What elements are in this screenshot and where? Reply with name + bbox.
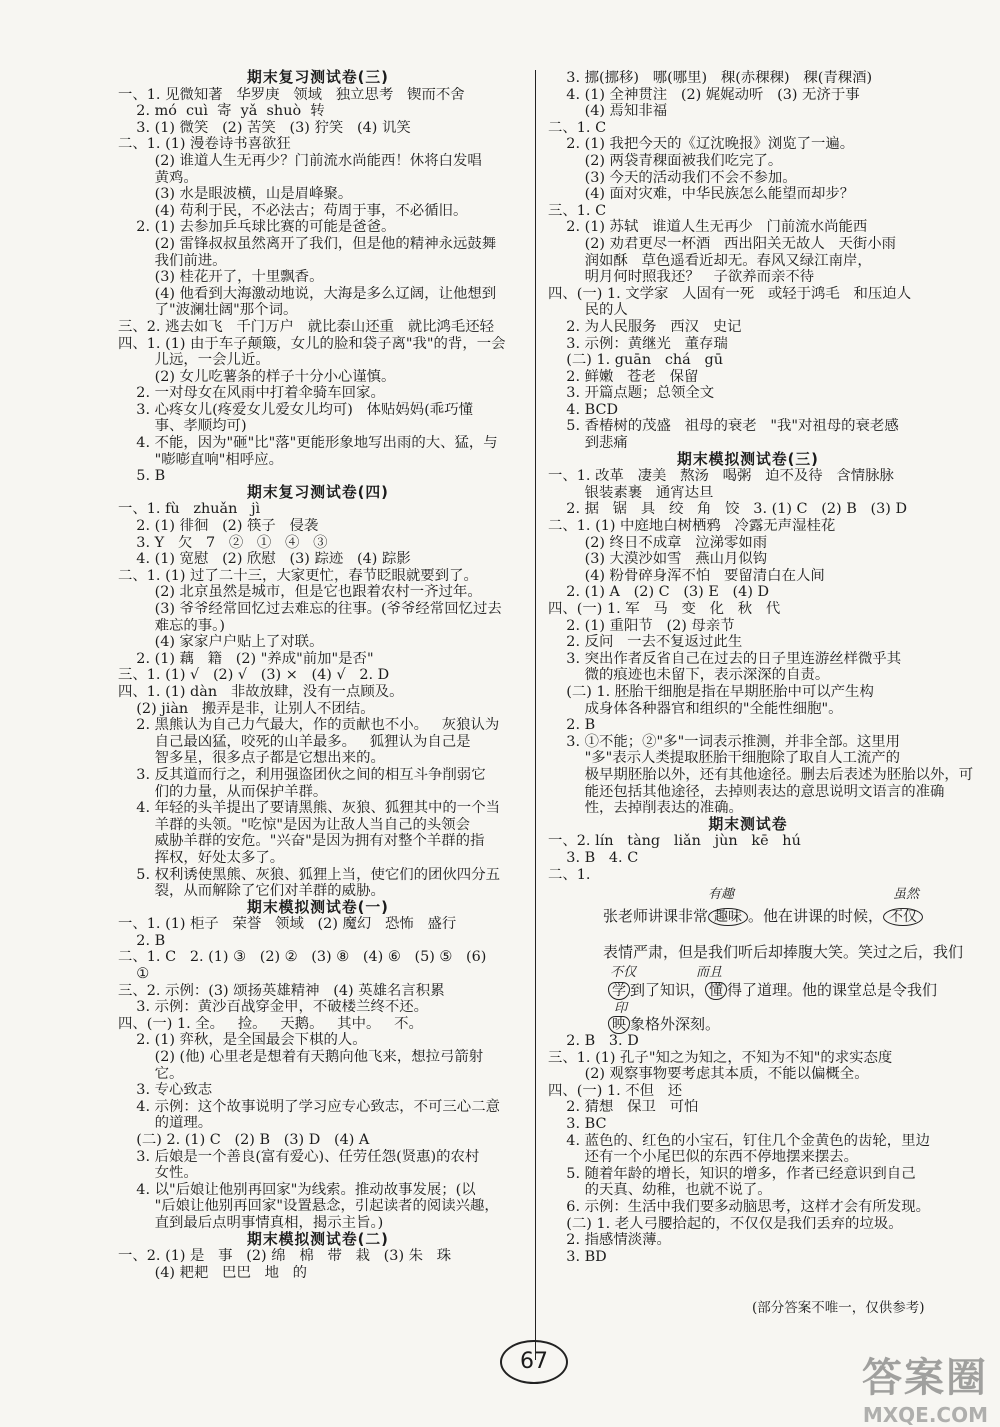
answer-line: 还有一个小尾巴似的东西不停地摆来摆去。 [548,1149,859,1166]
page-number: 67 [500,1340,568,1384]
answer-line: 3. 突出作者反省自己在过去的日子里连游丝样微乎其 [548,650,902,667]
answer-line: 2. (1) 我把今天的《辽沈晚报》浏览了一遍。 [548,136,855,153]
answer-line: 明月何时照我还？ 子欲养而亲不待 [548,269,815,286]
answer-line: 2. B 3. D [548,1033,639,1050]
answer-line: 羊群的头领。"吃惊"是因为让敌人当自己的头领会 [118,816,471,833]
marked-word: 学 [608,982,630,1000]
marked-word: 趣味 [708,908,748,926]
answer-line: 民的人 [548,302,628,319]
section-heading: 期末模拟测试卷(二) [247,1230,389,1248]
answer-line: 3. BC [548,1116,607,1133]
answer-line: 们的力量，从而保护羊群。 [118,783,328,800]
answer-line: 难忘的事。) [118,617,225,634]
answer-line: 3. 后娘是一个善良(富有爱心)、任劳任怨(贤惠)的农村 [118,1148,480,1165]
answer-line: "后娘让他别再回家"设置悬念，引起读者的阅读兴趣， [118,1198,499,1215]
answer-line: 2. 猜想 保卫 可怕 [548,1099,699,1116]
watermark-text: 答案圈 [862,1355,988,1401]
answer-line: (2) 两袋青稞面被我们吃完了。 [548,152,783,169]
answer-line: 润如酥 草色遥看近却无。春风又绿江南岸， [548,252,872,269]
figure-line [603,905,923,927]
answer-line: 4. 年轻的头羊提出了要请黑熊、灰狼、狐狸其中的一个当 [118,800,500,817]
answer-line: 银装素裹 通宵达旦 [548,484,714,501]
answer-line: 4. (1) 宽慰 (2) 欣慰 (3) 踪迹 (4) 踪影 [118,551,411,568]
answer-line: 5. 香椿树的茂盛 祖母的衰老 "我"对祖母的衰老感 [548,418,899,435]
answer-line: 2. 为人民服务 西汉 史记 [548,318,742,335]
answer-line: 4. 以"后娘让他别再回家"为线索。推动故事发展；(以 [118,1181,476,1198]
answer-line: 自己最凶猛，咬死的山羊最多。 狐狸认为自己是 [118,733,471,750]
answer-line: (2) 观察事物要考虑其本质，不能以偏概全。 [548,1066,869,1083]
answer-line: 四、(一) 1. 军 马 变 化 秋 代 [548,601,781,617]
answer-line: 2. 黑熊认为自己力气最大，作的贡献也不小。 灰狼认为 [118,717,500,734]
answer-line: 3. 挪(挪移) 哪(哪里) 稞(赤稞稞) 稞(青稞酒) [548,70,873,86]
answer-line: 5. 随着年龄的增长，知识的增多，作者已经意识到自己 [548,1165,916,1182]
figure-line [608,1013,720,1034]
answer-line: 智多星，很多点子都是它想出来的。 [118,750,385,767]
answer-line: 3. 示例：黄沙百战穿金甲，不破楼兰终不还。 [118,999,429,1016]
answer-line: 2. 反问 一去不复返过此生 [548,634,743,651]
answer-line: 三、1. C [548,202,607,219]
column-divider [535,70,536,1360]
answer-line: 直到最后点明事情真相，揭示主旨。) [118,1214,384,1231]
answer-line: (2) (他) 心里老是想着有天鹅向他飞来，想拉弓箭射 [118,1049,484,1066]
answer-line: 裂，从而解除了它们对羊群的威胁。 [118,883,385,900]
answer-line: 一、1. fù zhuǎn jì [118,501,261,518]
marked-word: 懂 [705,982,727,1000]
answer-line: 黄鸡。 [118,169,198,186]
answer-line: 女性。 [118,1165,198,1182]
answer-line: 2. (1) 徘徊 (2) 筷子 侵袭 [118,518,319,535]
answer-line: 5. 权利诱使黑熊、灰狼、狐狸上当，使它们的团伙四分五 [118,866,500,883]
answer-line: (二) 1. 胚胎干细胞是指在早期胚胎中可以产生构 [548,683,874,700]
handwritten-correction: 印 [614,1001,628,1017]
answer-line: (2) 劝君更尽一杯酒 西出阳关无故人 天街小雨 [548,235,897,252]
answer-line: 3. (1) 微笑 (2) 苦笑 (3) 狞笑 (4) 讥笑 [118,119,411,136]
answer-line: 2. (1) 重阳节 (2) 母亲节 [548,617,735,634]
answer-line: 2. 指感情淡薄。 [548,1232,671,1249]
answer-line: 3. B 4. C [548,849,639,866]
answer-line: 2. mó cuì 寄 yǎ shuò 转 [118,103,325,120]
answer-line: (3) 今天的活动我们不会不参加。 [548,169,797,186]
answer-line: 一、1. 改革 凄美 熬汤 喝粥 迫不及待 含情脉脉 [548,468,894,485]
answer-line: 2. 鲜嫩 苍老 保留 [548,368,699,385]
section-heading: 期末测试卷 [708,815,788,833]
answer-line: 3. 反其道而行之，利用强盗团伙之间的相互斗争削弱它 [118,766,486,783]
answer-line: 性，去掉削表达的准确。 [548,800,743,817]
figure-text: 张老师讲课非常 [603,907,709,926]
answer-line: 2. 一对母女在风雨中打着伞骑车回家。 [118,385,385,402]
answer-line: 2. B [118,932,166,949]
footnote: (部分答案不唯一，仅供参考) [752,1300,925,1316]
answer-line: 一、2. lín tàng liǎn jùn kē hú [548,833,801,850]
answer-line: 三、2. 示例：(3) 颂扬英雄精神 (4) 英雄名言积累 [118,982,445,999]
section-heading: 期末模拟测试卷(三) [677,450,819,468]
answer-line: 到悲痛 [548,435,628,452]
answer-line: (4) 耙耙 巴巴 地 的 [118,1264,308,1281]
handwritten-correction: 而且 [696,965,723,981]
answer-line: 一、2. (1) 是 事 (2) 绵 棉 带 栽 (3) 朱 珠 [118,1248,452,1265]
answer-line: (4) 粉骨碎身浑不怕 要留清白在人间 [548,567,825,584]
answer-line: (2) 北京虽然是城市，但是它也跟着农村一齐过年。 [118,584,482,601]
answer-line: "多"表示人类提取胚胎干细胞除了取自人工流产的 [548,750,901,767]
answer-line: 6. 示例：生活中我们要多动脑思考，这样才会有所发现。 [548,1199,930,1216]
answer-line: 4. 蓝色的、红色的小宝石，钉住几个金黄色的齿轮，里边 [548,1132,930,1149]
answer-line: (4) 焉知非福 [548,103,668,120]
answer-line: 2. (1) 藕 籍 (2) "养成"前加"是否" [118,650,374,667]
watermark-url: MXQE.COM [862,1403,988,1427]
answer-line: 2. (1) 去参加乒乓球比赛的可能是爸爸。 [118,219,396,236]
answer-line: (4) 苟利于民，不必法古；苟周于事，不必循旧。 [118,202,468,219]
section-heading: 期末复习测试卷(四) [247,483,389,501]
answer-line: 一、1. 见微知著 华罗庚 领域 独立思考 锲而不舍 [118,86,465,103]
answer-line: 三、1. (1) √ (2) √ (3) × (4) √ 2. D [118,667,390,684]
figure-line: 表情严肃，但是我们听后却捧腹大笑。笑过之后，我们 [603,943,964,962]
figure-text: 。他在讲课的时候， [748,907,884,926]
answer-line: 三、1. (1) 孔子"知之为知之，不知为不知"的求实态度 [548,1049,893,1066]
marked-word: 不仅 [883,908,923,926]
answer-line: (2) 女儿吃薯条的样子十分小心谨慎。 [118,368,396,385]
answer-line: 了"波澜壮阔"那个词。 [118,302,298,319]
answer-line: ① [118,966,150,983]
answer-line: 3. 心疼女儿(疼爱女儿爱女儿均可) 体贴妈妈(乖巧懂 [118,401,473,418]
handwritten-correction: 虽然 [893,887,920,903]
answer-line: 5. B [118,468,166,485]
answer-line: 它。 [118,1065,184,1082]
answer-line: 一、1. (1) 柜子 荣誉 领域 (2) 魔幻 恐怖 盛行 [118,916,457,933]
answer-line: (3) 爷爷经常回忆过去难忘的往事。(爷爷经常回忆过去 [118,601,502,617]
answer-line: 二、1. C [548,119,607,136]
figure-line [608,979,937,1000]
answer-line: 二、1. (1) 中庭地白树栖鸦 冷露无声湿桂花 [548,518,836,535]
answer-line: 2. (1) 弈秋，是全国最会下棋的人。 [118,1032,367,1049]
answer-line: (2) 雷锋叔叔虽然离开了我们，但是他的精神永远鼓舞 [118,235,497,252]
answer-line: 4. 不能，因为"砸"比"落"更能形象地写出雨的大、猛，与 [118,435,498,452]
answer-line: 2. (1) A (2) C (3) E (4) D [548,584,770,601]
answer-line: 儿远，一会儿近。 [118,352,270,369]
correction-figure [548,883,964,1034]
answer-line: 3. ①不能；②"多"一词表示推测，并非全部。这里用 [548,733,901,750]
answer-line: (4) 面对灾难，中华民族怎么能望而却步？ [548,186,855,203]
answer-line: (4) 家家户户贴上了对联。 [118,634,324,651]
answer-line: (3) 桂花开了，十里飘香。 [118,269,324,286]
right-column [548,70,974,1265]
section-heading: 期末复习测试卷(三) [247,69,389,86]
answer-line: 3. 专心致志 [118,1082,213,1099]
figure-text: 到了知识， [630,981,706,1000]
handwritten-correction: 有趣 [708,887,735,903]
answer-line: 成身体各种器官和组织的"全能性细胞"。 [548,700,843,717]
answer-line: 3. BD [548,1248,607,1265]
answer-line: 四、(一) 1. 全。 捡。 天鹅。 其中。 不。 [118,1015,423,1032]
answer-line: (二) 1. 老人弓腰拾起的，不仅仅是我们丢弃的垃圾。 [548,1215,903,1232]
answer-line: (3) 水是眼波横，山是眉峰聚。 [118,186,353,203]
answer-line: 3. 示例：黄继光 董存瑞 [548,335,728,352]
answer-line: 2. 据 锯 具 绞 角 饺 3. (1) C (2) B (3) D [548,501,908,518]
answer-line: (4) 他看到大海激动地说，大海是多么辽阔，让他想到 [118,285,497,302]
answer-line: 3. 开篇点题；总领全文 [548,385,715,402]
answer-line: 事、孝顺均可) [118,418,247,435]
figure-text: 得了道理。他的课堂总是令我们 [727,981,938,1000]
answer-line: 3. Y 欠 7 ② ① ④ ③ [118,534,328,551]
handwritten-correction: 不仅 [610,965,637,981]
answer-line: 的天真、幼稚，也就不说了。 [548,1182,772,1199]
answer-line: 三、2. 逃去如飞 千门万户 就比泰山还重 就比鸿毛还轻 [118,318,495,335]
section-heading: 期末模拟测试卷(一) [247,898,389,916]
answer-line: 能还包括其他途径，去掉则表达的意思说明文语言的准确 [548,783,945,800]
answer-line: 4. 示例：这个故事说明了学习应专心致志，不可三心二意 [118,1098,500,1115]
answer-line: 微的痕迹也未留下，表示深深的自责。 [548,667,830,684]
answer-line: 2. (1) 苏轼 谁道人生无再少 门前流水尚能西 [548,219,868,236]
answer-line: 4. BCD [548,401,618,418]
answer-line: 的道理。 [118,1115,213,1132]
left-column [118,70,518,1281]
answer-line: 极早期胚胎以外，还有其他途径。删去后表述为胚胎以外，可 [548,766,974,783]
answer-line: (二) 2. (1) C (2) B (3) D (4) A [118,1132,370,1148]
marked-word: 映 [608,1016,630,1034]
answer-line: 威胁羊群的安危。"兴奋"是因为拥有对整个羊群的指 [118,833,485,850]
figure-text: 象格外深刻。 [630,1015,721,1034]
answer-line: "嘭嘭直响"相呼应。 [118,451,283,468]
answer-line: 四、1. (1) dàn 非故放肆，没有一点顾及。 [118,683,404,700]
answer-line: 四、(一) 1. 文学家 人固有一死 或轻于鸿毛 和压迫人 [548,285,912,302]
answer-line: 2. B [548,717,596,734]
answer-line: 我们前进。 [118,252,227,269]
answer-line: 四、1. (1) 由于车子颠簸，女儿的脸和袋子离"我"的背，一会 [118,335,506,352]
answer-line: 4. (1) 全神贯注 (2) 娓娓动听 (3) 无济于事 [548,86,860,103]
answer-line: 二、1. (1) 过了二十三，大家更忙，春节眨眼就要到了。 [118,567,478,584]
answer-line: (二) 1. guān chá gū [548,352,723,369]
right-bottom-block [548,1033,948,1265]
answer-line: 二、1. (1) 漫卷诗书喜欲狂 [118,136,291,153]
answer-line: 挥权，好处太多了。 [118,849,285,866]
answer-line: 二、1. C 2. (1) ③ (2) ② (3) ⑧ (4) ⑥ (5) ⑤ (6) [118,949,487,966]
answer-line: (2) 终日不成章 泣涕零如雨 [548,534,768,551]
answer-line: 二、1. [548,866,591,883]
right-top-block [548,70,974,883]
answer-line: (2) 谁道人生无再少？门前流水尚能西！休将白发唱 [118,152,482,169]
answer-line: (3) 大漠沙如雪 燕山月似钩 [548,551,768,568]
watermark-logo [862,1346,988,1427]
answer-line: 四、(一) 1. 不但 还 [548,1082,683,1099]
answer-line: (2) jiàn 搬弄是非，让别人不团结。 [118,700,375,717]
